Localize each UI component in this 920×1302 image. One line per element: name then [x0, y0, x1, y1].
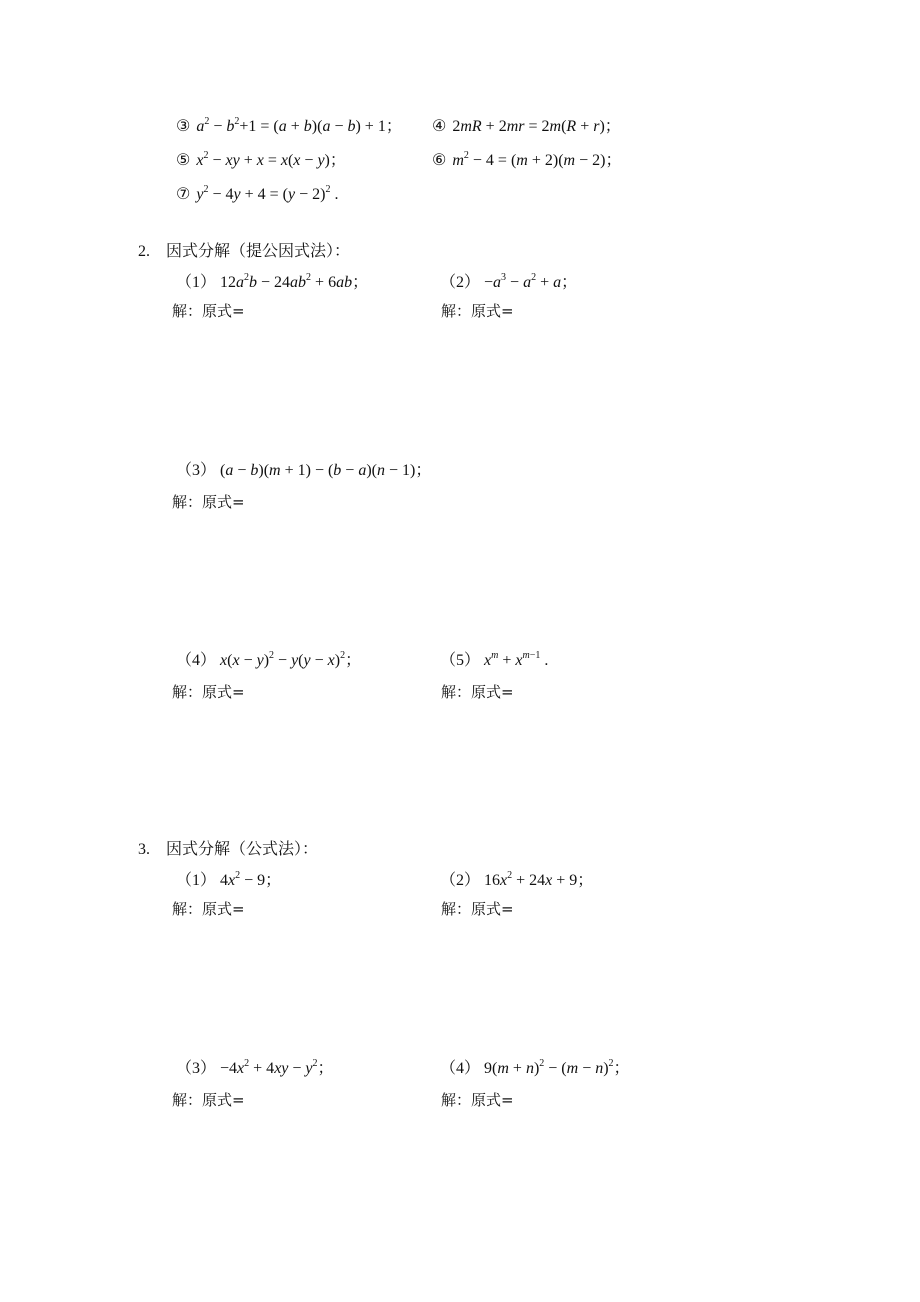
s2-answer-2: 解：原式=	[441, 302, 514, 320]
s2-problem-4	[176, 651, 361, 671]
item-7	[176, 185, 338, 205]
s3-problem-2	[440, 871, 593, 891]
s3-answer-4: 解：原式=	[441, 1091, 514, 1109]
s3-problem-3-label: （3）	[176, 1060, 217, 1077]
s2-problem-1-label: （1）	[176, 274, 217, 291]
item-4-label: ④	[432, 118, 447, 135]
item-6-label: ⑥	[432, 152, 447, 169]
s2-problem-4-label: （4）	[176, 652, 217, 669]
section-3-heading	[138, 840, 318, 860]
s2-problem-1-expr: $12a^2b - 24ab^2 + 6ab$；	[220, 272, 369, 291]
item-3-label: ③	[176, 118, 191, 135]
s2-problem-5	[440, 651, 548, 671]
item-6-expr: $m^2 - 4 = (m + 2)(m - 2)$；	[452, 150, 622, 169]
item-3-expr: $a^2 - b^2+1 = (a + b)(a - b) + 1$；	[196, 116, 402, 135]
s2-problem-2-label: （2）	[440, 274, 481, 291]
s2-problem-1	[176, 273, 368, 293]
s2-problem-5-expr: $x^m + x^{m-1}$ .	[484, 650, 549, 669]
item-7-expr: $y^2 - 4y + 4 = (y - 2)^2$ .	[196, 184, 339, 203]
s2-answer-5: 解：原式=	[441, 683, 514, 701]
s3-problem-3-expr: $-4x^2 + 4xy - y^2$；	[220, 1058, 334, 1077]
item-5	[176, 151, 346, 171]
s2-problem-3-expr: (a − b)(m + 1) − (b − a)(n − 1)；	[220, 462, 432, 479]
section-2-number: 2.	[138, 243, 150, 260]
s3-problem-4-expr: $9(m + n)^2 - (m - n)^2$；	[484, 1058, 630, 1077]
s2-problem-3-label: （3）	[176, 462, 217, 479]
s2-problem-3	[176, 461, 431, 481]
s2-answer-1: 解：原式=	[172, 302, 245, 320]
s2-problem-2-expr: $-a^3 - a^2 + a$；	[484, 272, 578, 291]
s2-problem-4-expr: $x(x - y)^2 - y(y - x)^2$；	[220, 650, 362, 669]
section-3-title: 因式分解（公式法）：	[166, 841, 319, 858]
s3-answer-3: 解：原式=	[172, 1091, 245, 1109]
item-3	[176, 117, 402, 137]
s2-answer-3: 解：原式=	[172, 493, 245, 511]
s3-answer-2: 解：原式=	[441, 900, 514, 918]
s2-problem-5-label: （5）	[440, 652, 481, 669]
s3-problem-4-label: （4）	[440, 1060, 481, 1077]
s2-problem-2	[440, 273, 577, 293]
section-2-title: 因式分解（提公因式法）：	[166, 243, 351, 260]
item-5-label: ⑤	[176, 152, 191, 169]
item-4-expr: 2mR + 2mr = 2m(R + r)；	[452, 118, 621, 135]
s3-problem-1-expr: $4x^2 - 9$；	[220, 870, 282, 889]
s3-problem-1	[176, 871, 281, 891]
section-3-number: 3.	[138, 841, 150, 858]
s3-problem-1-label: （1）	[176, 872, 217, 889]
s3-answer-1: 解：原式=	[172, 900, 245, 918]
s2-answer-4: 解：原式=	[172, 683, 245, 701]
item-4	[432, 117, 621, 137]
section-2-heading	[138, 242, 350, 262]
s3-problem-2-label: （2）	[440, 872, 481, 889]
s3-problem-4	[440, 1059, 630, 1079]
item-6	[432, 151, 621, 171]
item-5-expr: $x^2$ − xy + x = x(x − y)；	[196, 150, 346, 169]
item-7-label: ⑦	[176, 186, 191, 203]
s3-problem-2-expr: $16x^2 + 24x + 9$；	[484, 870, 594, 889]
s3-problem-3	[176, 1059, 334, 1079]
